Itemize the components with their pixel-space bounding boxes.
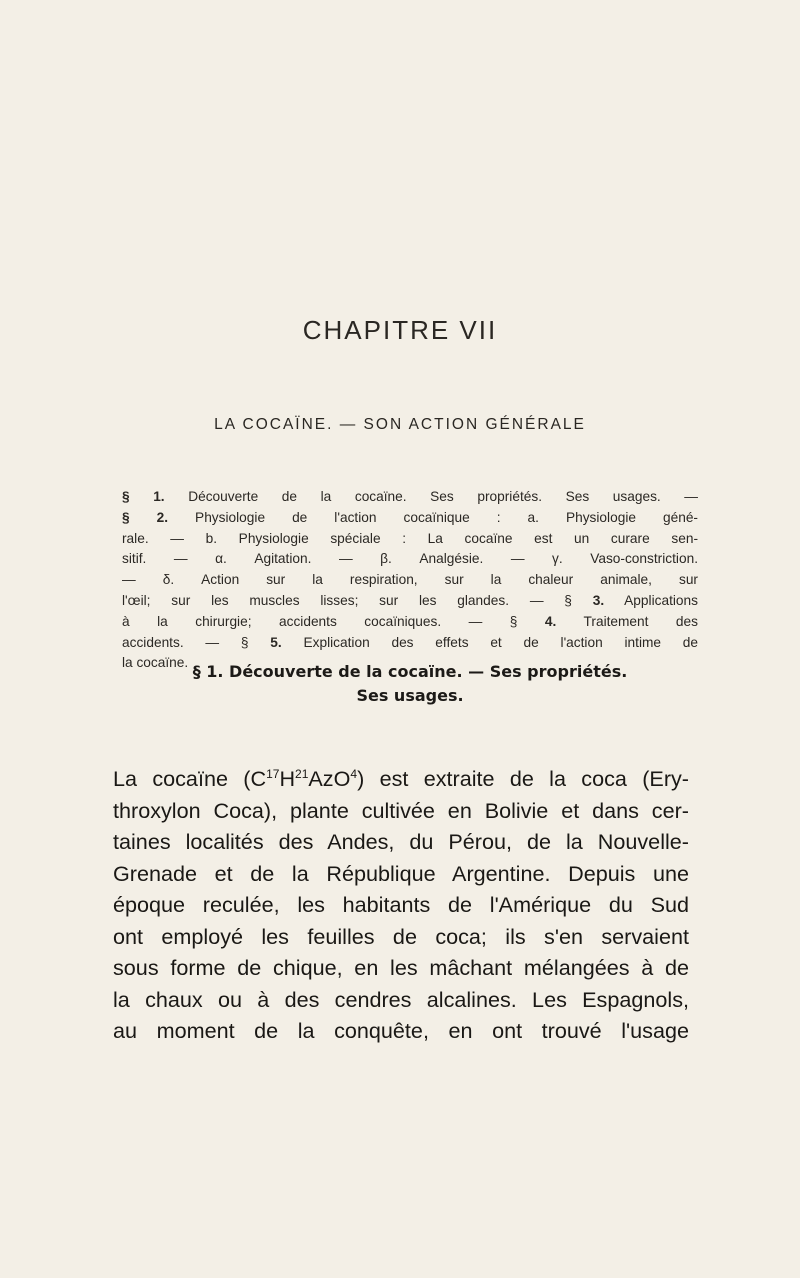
summary-section-mark: § 2. <box>122 509 169 525</box>
body-line: au moment de la conquête, en ont trouvé l'usage <box>113 1018 689 1043</box>
section-heading-line: Ses usages. <box>356 686 464 705</box>
body-line: throxylon Coca), plante cultivée en Bolivie et dans cer- <box>113 797 689 823</box>
summary-line: § 2. Physiologie de l'action cocaïnique : a. Physiologie géné- <box>122 509 698 525</box>
summary-line: § 1. Découverte de la cocaïne. Ses propriétés. Ses usages. — <box>122 489 698 504</box>
summary-line: rale. — b. Physiologie spéciale : La cocaïne est un curare sen- <box>122 530 698 546</box>
body-line: la chaux ou à des cendres alcalines. Les Espagnols, <box>113 986 689 1012</box>
summary-line: la cocaïne. <box>122 655 189 671</box>
body-line: sous forme de chique, en les mâchant mélangées à de <box>113 955 689 980</box>
body-line: ont employé les feuilles de coca; ils s'en servaient <box>113 923 689 949</box>
section-heading <box>110 660 710 708</box>
summary-section-mark: § 1. <box>122 489 165 504</box>
section-heading-line: § 1. Découverte de la cocaïne. — Ses propriétés. <box>192 662 628 681</box>
body-paragraph <box>113 763 689 1047</box>
body-line: taines localités des Andes, du Pérou, de la Nouvelle- <box>113 829 689 854</box>
summary-line: l'œil; sur les muscles lisses; sur les glandes. — § 3. Applications <box>122 592 698 608</box>
body-line: Grenade et de la République Argentine. Depuis une <box>113 860 689 886</box>
summary-line: — δ. Action sur la respiration, sur la chaleur animale, sur <box>122 572 698 588</box>
summary-line: à la chirurgie; accidents cocaïniques. — § 4. Traitement des <box>122 613 698 629</box>
chapter-subtitle: LA COCAÏNE. — SON ACTION GÉNÉRALE <box>214 416 586 433</box>
summary-line: sitif. — α. Agitation. — β. Analgésie. — γ. Vaso-constriction. <box>122 551 698 567</box>
body-line: La cocaïne $(C^{17}H^{21}AzO^4)$ est extraite de la coca (Ery- <box>113 766 689 791</box>
chapter-summary <box>122 487 698 674</box>
summary-line: accidents. — § 5. Explication des effets et de l'action intime de <box>122 634 698 650</box>
chapter-title: CHAPITRE VII <box>302 315 498 345</box>
body-line: époque reculée, les habitants de l'Amérique du Sud <box>113 892 689 917</box>
